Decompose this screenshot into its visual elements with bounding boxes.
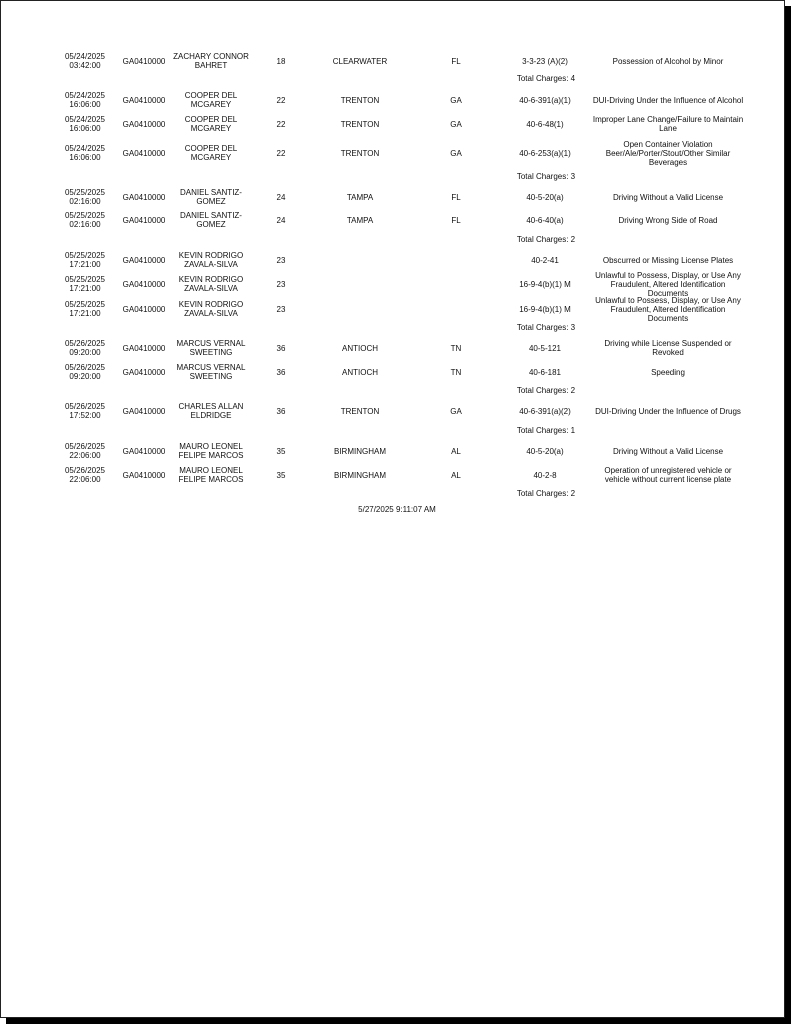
arrest-datetime-cell	[57, 294, 113, 324]
person-name-line1: COOPER DEL	[184, 91, 238, 100]
residence-state	[431, 294, 481, 324]
residence-city: BIRMINGHAM	[334, 446, 386, 456]
person-age: 36	[276, 367, 286, 377]
person-age: 35	[276, 470, 286, 480]
residence-state: TN	[450, 367, 462, 377]
arrest-date: 05/24/2025	[64, 52, 106, 61]
person-age: 22	[276, 119, 286, 129]
person-age: 18	[276, 56, 286, 66]
arrest-date: 05/26/2025	[64, 363, 106, 372]
charge-description: Open Container Violation Beer/Ale/Porter/Stout/Other Similar Beverages	[605, 139, 731, 167]
agency-ori: GA0410000	[122, 446, 166, 456]
person-name-line1: KEVIN RODRIGO	[178, 275, 244, 284]
table-row	[1, 46, 786, 76]
charge-description: Unlawful to Possess, Display, or Use Any Fraudulent, Altered Identification Documents	[595, 295, 741, 323]
residence-city: BIRMINGHAM	[334, 470, 386, 480]
charge-statute-code: 40-6-48(1)	[526, 119, 564, 129]
arrest-date: 05/25/2025	[64, 300, 106, 309]
person-name-cell	[167, 396, 255, 426]
person-name-line2: ZAVALA-SILVA	[184, 309, 238, 318]
arrest-time: 09:20:00	[69, 348, 101, 357]
arrest-time: 16:06:00	[69, 100, 101, 109]
charge-description: Possession of Alcohol by Minor	[612, 56, 724, 66]
arrest-date: 05/26/2025	[64, 466, 106, 475]
person-name-line1: MAURO LEONEL	[179, 466, 243, 475]
arrest-date: 05/26/2025	[64, 402, 106, 411]
arrest-time: 17:21:00	[69, 284, 101, 293]
charge-description: Obscurred or Missing License Plates	[602, 255, 734, 265]
arrest-time: 09:20:00	[69, 372, 101, 381]
person-name-line2: BAHRET	[194, 61, 228, 70]
arrest-time: 03:42:00	[69, 61, 101, 70]
residence-city: TRENTON	[340, 148, 380, 158]
charge-statute-code: 16-9-4(b)(1) M	[519, 304, 571, 314]
page-shadow-bottom	[6, 1018, 791, 1024]
person-age: 35	[276, 446, 286, 456]
agency-ori: GA0410000	[122, 304, 166, 314]
agency-ori: GA0410000	[122, 367, 166, 377]
residence-city	[301, 294, 419, 324]
charge-description: Driving Wrong Side of Road	[618, 215, 718, 225]
residence-state: FL	[451, 56, 461, 66]
arrest-date: 05/25/2025	[64, 275, 106, 284]
person-age: 22	[276, 95, 286, 105]
page-shadow-right	[785, 6, 791, 1024]
person-age: 24	[276, 192, 286, 202]
person-name-line1: COOPER DEL	[184, 144, 238, 153]
person-name-cell	[167, 109, 255, 139]
table-row	[1, 357, 786, 387]
person-age: 24	[276, 215, 286, 225]
person-name-line1: DANIEL SANTIZ-	[180, 211, 242, 220]
person-name-line2: ZAVALA-SILVA	[184, 260, 238, 269]
person-age: 36	[276, 343, 286, 353]
charge-statute-code: 3-3-23 (A)(2)	[522, 56, 568, 66]
charge-description: DUI-Driving Under the Influence of Alcohol	[592, 95, 744, 105]
residence-state: FL	[451, 192, 461, 202]
arrest-date: 05/26/2025	[64, 339, 106, 348]
residence-city: TRENTON	[340, 119, 380, 129]
person-age: 36	[276, 406, 286, 416]
person-name-cell	[167, 357, 255, 387]
person-name-line2: FELIPE MARCOS	[178, 451, 244, 460]
charge-description: Operation of unregistered vehicle or vehicle without current license plate	[604, 466, 732, 484]
arrest-time: 02:16:00	[69, 197, 101, 206]
total-charges-label: Total Charges: 2	[516, 386, 576, 395]
charge-statute-code: 40-6-181	[528, 367, 562, 377]
residence-state: GA	[450, 406, 462, 416]
agency-ori: GA0410000	[122, 279, 166, 289]
charge-description: Unlawful to Possess, Display, or Use Any Fraudulent, Altered Identification Documents	[595, 270, 741, 298]
total-charges-label: Total Charges: 3	[516, 172, 576, 181]
residence-city: ANTIOCH	[342, 367, 378, 377]
charge-description: Improper Lane Change/Failure to Maintain Lane	[592, 115, 744, 133]
table-row	[1, 109, 786, 139]
arrest-time: 22:06:00	[69, 451, 101, 460]
residence-city: TRENTON	[340, 406, 380, 416]
arrest-time: 17:21:00	[69, 309, 101, 318]
charge-statute-code: 40-6-40(a)	[526, 215, 564, 225]
arrest-datetime-cell	[57, 138, 113, 168]
agency-ori: GA0410000	[122, 56, 166, 66]
person-name-line2: MCGAREY	[190, 124, 232, 133]
arrest-date: 05/25/2025	[64, 211, 106, 220]
person-name-cell	[167, 46, 255, 76]
residence-city: ANTIOCH	[342, 343, 378, 353]
charge-statute-code: 40-5-20(a)	[526, 192, 564, 202]
arrest-datetime-cell	[57, 205, 113, 235]
person-name-line1: CHARLES ALLAN	[178, 402, 244, 411]
agency-ori: GA0410000	[122, 192, 166, 202]
agency-ori: GA0410000	[122, 470, 166, 480]
person-age: 23	[276, 255, 286, 265]
residence-state: GA	[450, 148, 462, 158]
person-name-line2: ZAVALA-SILVA	[184, 284, 238, 293]
person-name-line1: MARCUS VERNAL	[176, 339, 246, 348]
person-name-line2: ELDRIDGE	[190, 411, 232, 420]
person-name-line2: SWEETING	[189, 348, 233, 357]
arrest-datetime-cell	[57, 357, 113, 387]
arrest-date: 05/25/2025	[64, 251, 106, 260]
person-name-line2: MCGAREY	[190, 153, 232, 162]
person-name-line1: ZACHARY CONNOR	[173, 52, 249, 61]
total-charges-label: Total Charges: 4	[516, 74, 576, 83]
person-name-line1: MARCUS VERNAL	[176, 363, 246, 372]
agency-ori: GA0410000	[122, 343, 166, 353]
person-name-cell	[167, 294, 255, 324]
agency-ori: GA0410000	[122, 95, 166, 105]
person-age: 22	[276, 148, 286, 158]
person-name-line1: MAURO LEONEL	[179, 442, 243, 451]
arrest-datetime-cell	[57, 460, 113, 490]
arrest-date: 05/24/2025	[64, 115, 106, 124]
charge-statute-code: 40-5-121	[528, 343, 562, 353]
arrest-time: 17:52:00	[69, 411, 101, 420]
charge-statute-code: 40-6-391(a)(1)	[519, 95, 571, 105]
agency-ori: GA0410000	[122, 406, 166, 416]
arrest-date: 05/24/2025	[64, 91, 106, 100]
person-name-cell	[167, 460, 255, 490]
charge-statute-code: 40-5-20(a)	[526, 446, 564, 456]
arrest-time: 02:16:00	[69, 220, 101, 229]
charge-description: Driving Without a Valid License	[612, 192, 724, 202]
total-charges-label: Total Charges: 2	[516, 235, 576, 244]
table-row	[1, 138, 786, 168]
table-row	[1, 294, 786, 324]
arrest-date: 05/26/2025	[64, 442, 106, 451]
residence-state: GA	[450, 119, 462, 129]
arrest-datetime-cell	[57, 46, 113, 76]
total-charges-label: Total Charges: 1	[516, 426, 576, 435]
person-name-line2: MCGAREY	[190, 100, 232, 109]
charge-description: Driving while License Suspended or Revoked	[604, 339, 732, 357]
agency-ori: GA0410000	[122, 148, 166, 158]
person-name-line1: KEVIN RODRIGO	[178, 251, 244, 260]
agency-ori: GA0410000	[122, 215, 166, 225]
arrest-time: 16:06:00	[69, 153, 101, 162]
charge-description: DUI-Driving Under the Influence of Drugs	[595, 406, 741, 416]
charge-statute-code: 40-6-253(a)(1)	[519, 148, 571, 158]
residence-city: CLEARWATER	[332, 56, 388, 66]
charge-statute-code: 16-9-4(b)(1) M	[519, 279, 571, 289]
person-name-line2: GOMEZ	[196, 220, 226, 229]
agency-ori: GA0410000	[122, 119, 166, 129]
table-row	[1, 396, 786, 426]
table-row	[1, 205, 786, 235]
residence-state: GA	[450, 95, 462, 105]
person-name-line1: COOPER DEL	[184, 115, 238, 124]
arrest-datetime-cell	[57, 396, 113, 426]
charge-statute-code: 40-6-391(a)(2)	[519, 406, 571, 416]
person-name-cell	[167, 138, 255, 168]
person-age: 23	[276, 279, 286, 289]
arrest-time: 17:21:00	[69, 260, 101, 269]
residence-state: AL	[451, 446, 461, 456]
residence-city: TRENTON	[340, 95, 380, 105]
person-name-line2: SWEETING	[189, 372, 233, 381]
person-name-line2: FELIPE MARCOS	[178, 475, 244, 484]
residence-city: TAMPA	[346, 192, 374, 202]
residence-city: TAMPA	[346, 215, 374, 225]
agency-ori: GA0410000	[122, 255, 166, 265]
total-charges-label: Total Charges: 2	[516, 489, 576, 498]
residence-state: AL	[451, 470, 461, 480]
person-age: 23	[276, 304, 286, 314]
table-row	[1, 460, 786, 490]
arrest-time: 22:06:00	[69, 475, 101, 484]
charge-description: Driving Without a Valid License	[612, 446, 724, 456]
arrest-date: 05/25/2025	[64, 188, 106, 197]
arrest-date: 05/24/2025	[64, 144, 106, 153]
residence-state: TN	[450, 343, 462, 353]
charge-description: Speeding	[651, 367, 685, 377]
residence-state: FL	[451, 215, 461, 225]
charge-statute-code: 40-2-41	[531, 255, 559, 265]
person-name-line1: KEVIN RODRIGO	[178, 300, 244, 309]
total-charges-label: Total Charges: 3	[516, 323, 576, 332]
person-name-line2: GOMEZ	[196, 197, 226, 206]
person-name-line1: DANIEL SANTIZ-	[180, 188, 242, 197]
charge-statute-code: 40-2-8	[533, 470, 557, 480]
person-name-cell	[167, 205, 255, 235]
arrest-datetime-cell	[57, 109, 113, 139]
arrest-time: 16:06:00	[69, 124, 101, 133]
report-timestamp: 5/27/2025 9:11:07 AM	[358, 505, 436, 514]
